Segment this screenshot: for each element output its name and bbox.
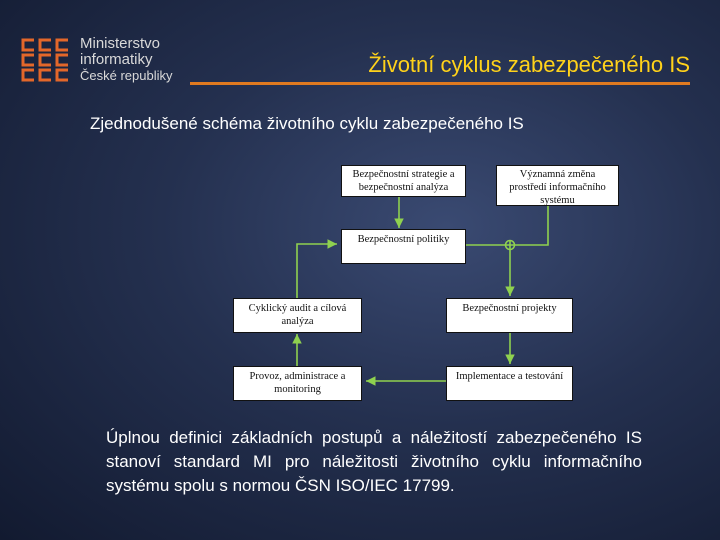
box-implementation-testing: Implementace a testování [446, 366, 573, 401]
box-security-policies: Bezpečnostní politiky [341, 229, 466, 264]
box-significant-change: Významná změna prostředí informačního systému [496, 165, 619, 206]
box-operation-monitoring: Provoz, administrace a monitoring [233, 366, 362, 401]
box-cyclic-audit: Cyklický audit a cílová analýza [233, 298, 362, 333]
diagram-subtitle: Zjednodušené schéma životního cyklu zabezpečeného IS [90, 114, 524, 133]
box-security-projects: Bezpečnostní projekty [446, 298, 573, 333]
connector-audit-policy [297, 244, 337, 298]
logo-line-3: České republiky [80, 68, 173, 83]
box-security-strategy: Bezpečnostní strategie a bezpečnostní analýza [341, 165, 466, 197]
logo-line-1: Ministerstvo [80, 35, 161, 52]
slide-title: Životní cyklus zabezpečeného IS [368, 52, 690, 77]
logo-line-2: informatiky [80, 51, 153, 68]
connector-change-junction [515, 206, 548, 245]
body-paragraph: Úplnou definici základních postupů a náležitostí zabezpečeného IS stanoví standard MI pro náležitosti životního cyklu informačního systému spolu s normou ČSN ISO/IEC 17799. [106, 428, 642, 495]
